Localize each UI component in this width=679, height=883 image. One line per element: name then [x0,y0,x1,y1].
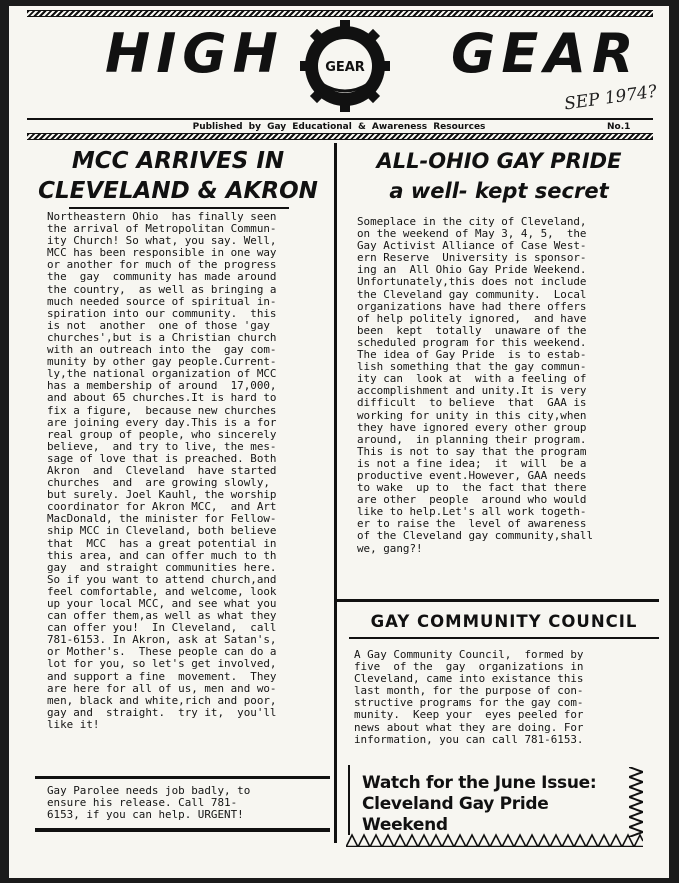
issue-number: No.1 [607,122,631,132]
handwritten-date-note: SEP 1974? [563,81,659,115]
parolee-bottom-rule [35,828,330,832]
masthead-underline [27,118,653,120]
june-issue-line1: Watch for the June Issue: [362,773,597,793]
column-divider [334,143,337,843]
mcc-headline-line1: MCC ARRIVES IN [71,148,285,174]
newsletter-page [9,6,669,878]
pride-headline-line2: a well- kept secret [389,179,609,203]
mcc-headline [25,146,331,206]
council-top-rule [337,599,659,602]
june-issue-box [346,763,643,847]
mcc-headline-underline [69,207,289,209]
mcc-article-body: Northeastern Ohio has finally seen the arrival of Metropolitan Commun- ity Church! So what, you say. Well, MCC has been responsible in one way or another for much of the progress the gay community has made around the country, as well as bringing a much needed source of spiritual in- spiration into our community. this is not another one of those 'gay churches',but is a Christian church with an outreach into the gay com- munity by other gay people.Current- ly,the national organization of MCC has a membership of around 17,000, and about 65 churches.It is hard to fix a figure, because new churches are joining every day.This is a for real group of people, who sincerely believe, and try to live, the mes- sage of love that is preached. Both Akron and Cleveland have started churches and are growing slowly, but surely. Joel Kauhl, the worship coordinator for Akron MCC, and Art MacDonald, the minister for Fellow- ship MCC in Cleveland, both believe that MCC has a great potential in this area, and can offer much to th gay and straight communities here. So if you want to attend church,and feel comfortable, and welcome, look up your local MCC, and see what you can offer them,as well as what they can offer you! In Cleveland, call 781-6153. In Akron, ask at Satan's, or Mother's. These people can do a lot for you, so let's get involved, and support a fine movement. They are here for all of us, men and wo- men, black and white,rich and poor, gay and straight. try it, you'll like it! [47,210,277,731]
june-issue-announcement [362,773,624,836]
box-left-edge [348,765,350,835]
pride-headline-line1: ALL-OHIO GAY PRIDE [376,149,622,173]
top-rope-border [27,10,653,17]
masthead-word-gear: GEAR [451,22,640,85]
publisher-line: Published by Gay Educational & Awareness Resources [192,122,486,132]
june-issue-line2: Cleveland Gay Pride Weekend [362,794,549,835]
council-headline: GAY COMMUNITY COUNCIL [370,612,638,631]
gear-logo [300,18,390,114]
council-headline-underline [349,637,659,639]
pride-article-body: Someplace in the city of Cleveland, on the weekend of May 3, 4, 5, the Gay Activist Alliance of Case West- ern Reserve University is sponsor- ing an All Ohio Gay Pride Weekend. Unfortunately,this does not include the Cleveland gay community. Local organizations have had there offers of help politely ignored, and have been kept totally unaware of the scheduled program for this weekend. The idea of Gay Pride is to estab- lish something that the gay commun- ity can look at with a feeling of accomplishment and unity.It is very difficult to believe that GAA is working for unity in this city,when they have ignored every other group around, in planning their program. This is not to say that the program is not a fine idea; it will be a productive event.However, GAA needs to wake up to the fact that there are other people around who would like to help.Let's all work togeth- er to raise the level of awareness of the Cleveland gay community,shall we, gang?! [357,215,594,555]
masthead-word-high: HIGH [105,22,284,85]
box-right-zigzag [629,767,643,837]
mcc-headline-line2: CLEVELAND & AKRON [38,178,318,204]
parolee-top-rule [35,776,330,779]
masthead-bottom-rope [27,133,653,140]
parolee-notice: Gay Parolee needs job badly, to ensure his release. Call 781- 6153, if you can help. URGENT! [47,784,251,822]
council-article-body: A Gay Community Council, formed by five of the gay organizations in Cleveland, came into existance this last month, for the purpose of con- structive programs for the gay com- munity. Keep your eyes peeled for news about what they are doing. For information, you can call 781-6153. [354,648,584,746]
pride-headline [339,146,659,206]
gear-logo-text: GEAR [325,60,365,75]
